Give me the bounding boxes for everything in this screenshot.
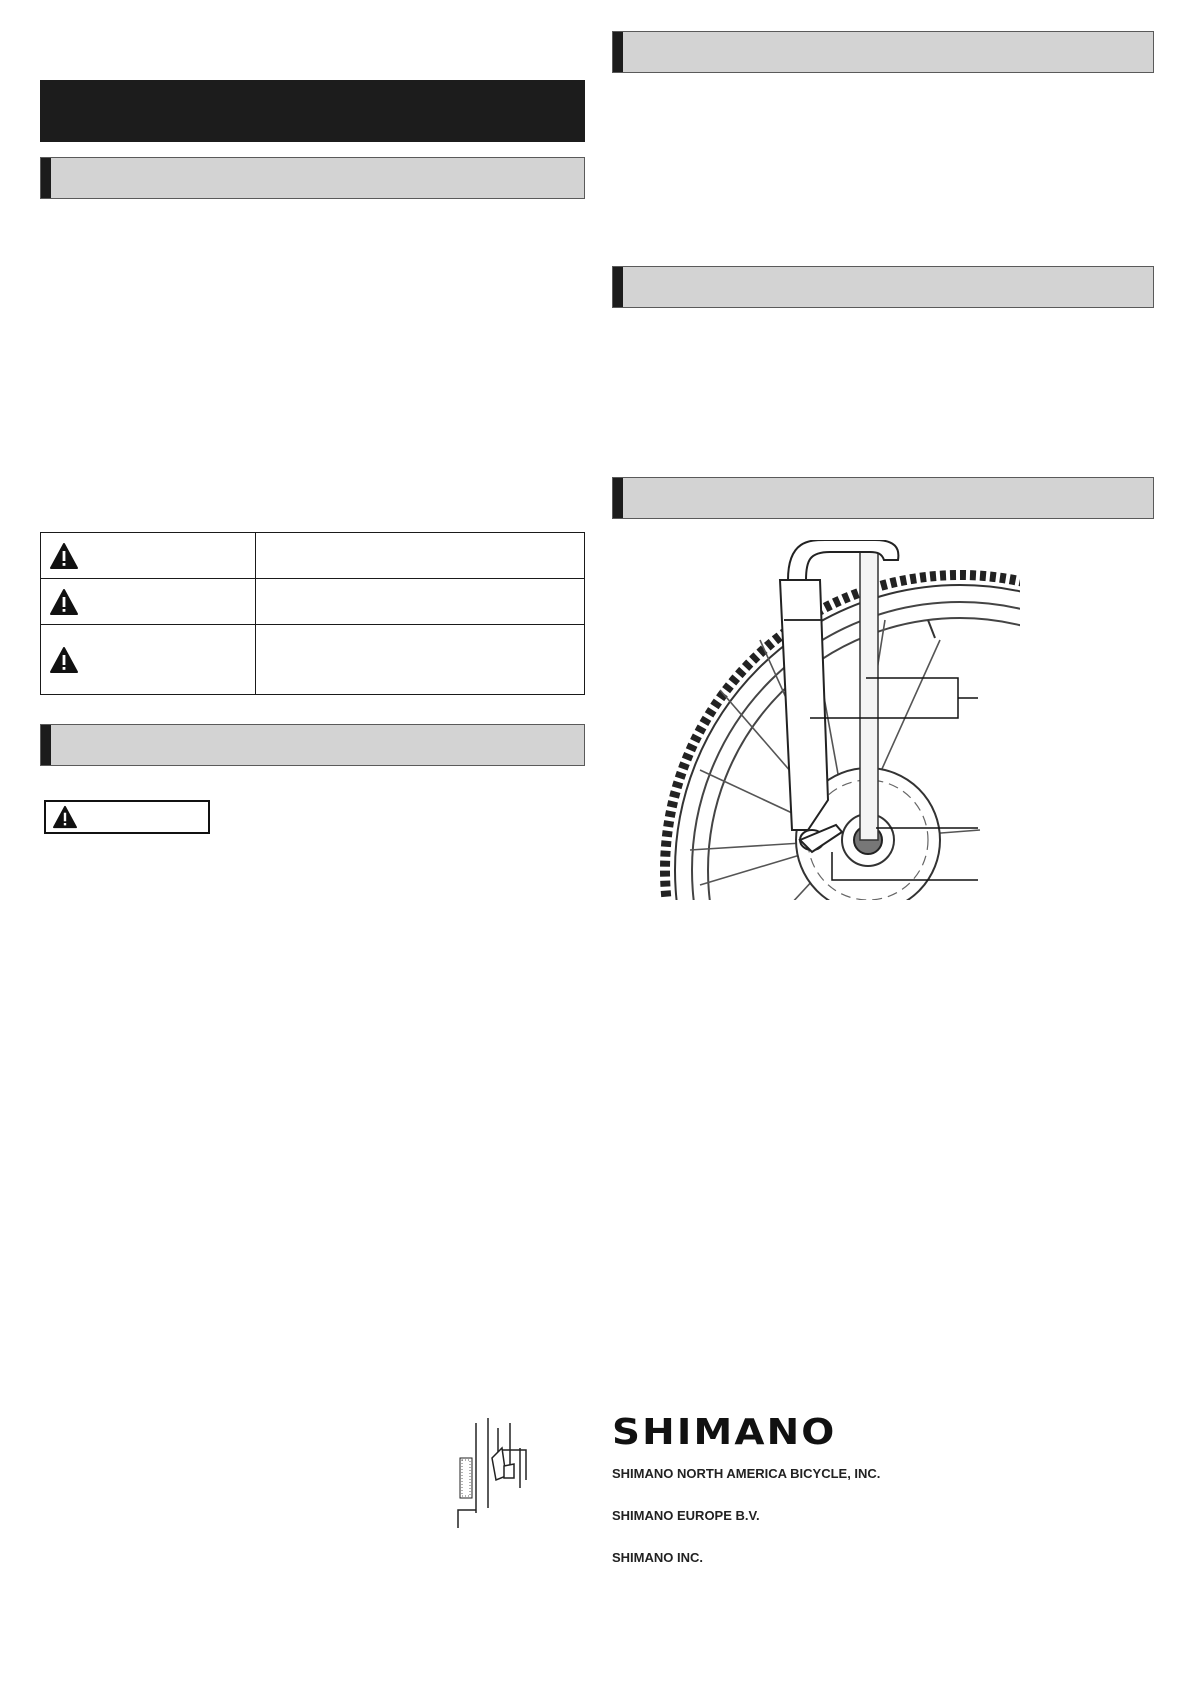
symbol-table (40, 532, 585, 695)
hub-detail-diagram (448, 1418, 538, 1538)
warning-triangle-icon (52, 805, 78, 829)
section-header (612, 477, 1154, 519)
section-marker (41, 725, 51, 765)
warning-triangle-icon (49, 588, 79, 616)
table-row (41, 579, 585, 625)
table-row (41, 533, 585, 579)
title-bar (40, 80, 585, 142)
table-row (41, 625, 585, 695)
company-address: SHIMANO INC. (612, 1550, 703, 1565)
symbol-description (256, 625, 585, 695)
section-header (40, 724, 585, 766)
company-address: SHIMANO EUROPE B.V. (612, 1508, 760, 1523)
symbol-cell (41, 579, 256, 625)
symbol-description (256, 579, 585, 625)
company-address: SHIMANO NORTH AMERICA BICYCLE, INC. (612, 1466, 881, 1481)
section-header (612, 31, 1154, 73)
section-marker (613, 267, 623, 307)
symbol-cell (41, 533, 256, 579)
section-marker (41, 158, 51, 198)
section-marker (613, 32, 623, 72)
shimano-logo: SHIMANO (612, 1412, 837, 1453)
section-header (612, 266, 1154, 308)
symbol-cell (41, 625, 256, 695)
warning-triangle-icon (49, 646, 79, 674)
warning-triangle-icon (49, 542, 79, 570)
symbol-description (256, 533, 585, 579)
section-marker (613, 478, 623, 518)
section-header (40, 157, 585, 199)
warning-box (44, 800, 210, 834)
wheel-fork-illustration (660, 540, 1020, 905)
